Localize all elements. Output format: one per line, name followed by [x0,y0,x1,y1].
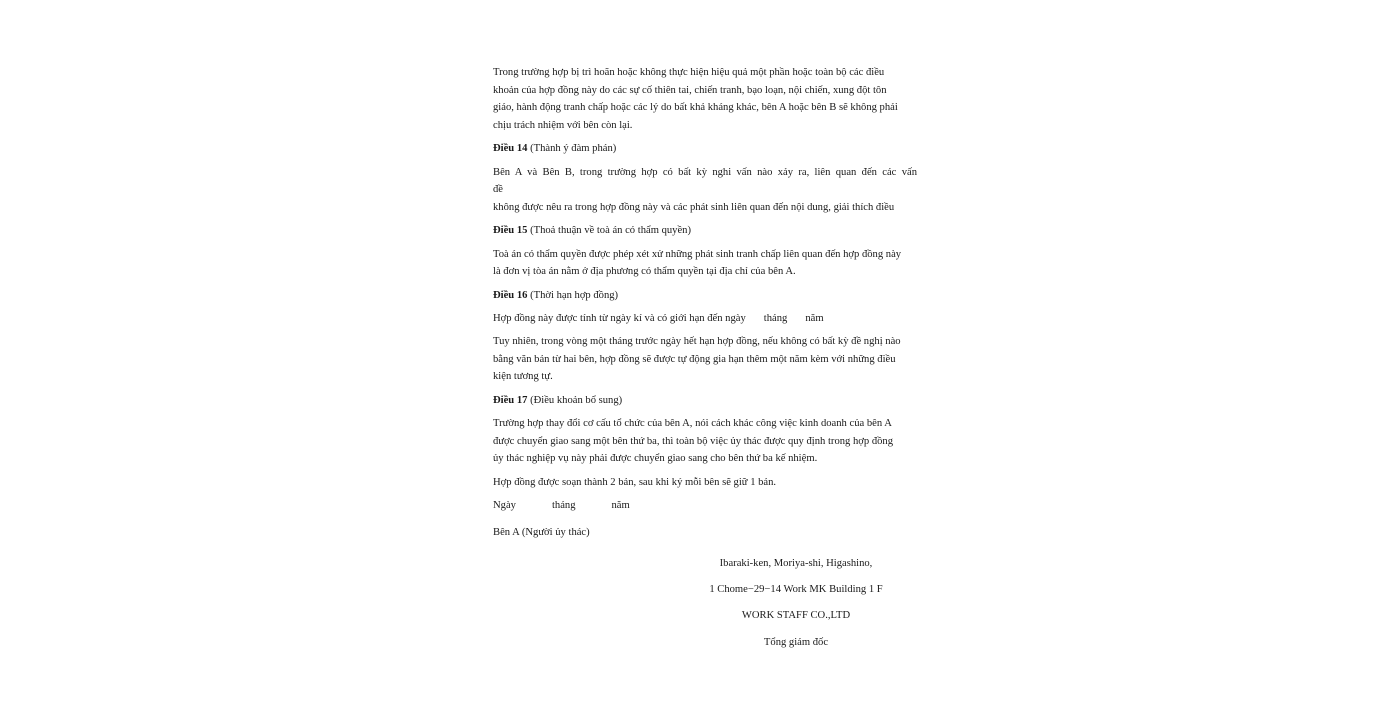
article-17-heading [493,392,917,410]
signature-address-line-1: Ibaraki-ken, Moriya-shi, Higashino, [719,558,873,569]
paragraph-line: kiện tương tự. [493,371,553,383]
article-14-heading [493,140,917,158]
article-number: Điều 17 [493,394,528,406]
article-subtitle: (Điều khoản bổ sung) [530,394,623,406]
date-year-label: năm [611,500,630,512]
paragraph-line: giáo, hành động tranh chấp hoặc các lý do bất khả kháng khác, bên A hoặc bên B sẽ không phải [493,102,898,114]
article-16-term [493,310,917,328]
paragraph-line: chịu trách nhiệm với bên còn lại. [493,119,633,131]
party-a-label: Bên A (Người ủy thác) [493,526,590,538]
article-number: Điều 14 [493,143,528,155]
article-17-body [493,415,917,468]
signing-date-line [493,497,917,515]
article-14-body [493,164,917,217]
date-month-label: tháng [551,500,576,512]
paragraph-line: Toà án có thẩm quyền được phép xét xử những phát sinh tranh chấp liên quan đến hợp đồng này [493,248,902,260]
paragraph-line: Trường hợp thay đổi cơ cấu tổ chức của bên A, nói cách khác công việc kinh doanh của bên A [493,418,892,430]
article-number: Điều 16 [493,289,528,301]
paragraph-line: Bên A và Bên B, trong trường hợp có bất kỳ nghi vấn nào xảy ra, liên quan đến các vấn [493,166,917,178]
paragraph-line: Tuy nhiên, trong vòng một tháng trước ngày hết hạn hợp đồng, nếu không có bất kỳ đề nghị nào [493,336,901,348]
paragraph-line: khoản của hợp đồng này do các sự cố thiên tai, chiến tranh, bạo loạn, nội chiến, xung đột tôn [493,84,887,96]
signature-company-name: WORK STAFF CO.,LTD [741,610,851,621]
paragraph-line: không được nêu ra trong hợp đồng này và các phát sinh liên quan đến nội dung, giải thích điều [493,201,895,213]
article-number: Điều 15 [493,225,528,237]
copies-text: Hợp đồng được soạn thành 2 bản, sau khi ký mỗi bên sẽ giữ 1 bản. [493,476,777,488]
signature-address-line-2: 1 Chome−29−14 Work MK Building 1 F [709,584,883,595]
article-subtitle: (Thời hạn hợp đồng) [530,289,619,301]
signature-title: Tổng giám đốc [763,637,829,648]
paragraph-line: là đơn vị tòa án nằm ở địa phương có thẩm quyền tại địa chỉ của bên A. [493,266,796,278]
article-subtitle: (Thành ý đàm phán) [530,143,617,155]
force-majeure-paragraph [493,64,917,134]
copies-paragraph [493,474,917,492]
paragraph-line: được chuyển giao sang một bên thứ ba, thì toàn bộ việc ủy thác được quy định trong hợp đồng [493,435,894,447]
article-15-body [493,246,917,281]
paragraph-line: bằng văn bản từ hai bên, hợp đồng sẽ được tự động gia hạn thêm một năm kèm với những điều [493,353,896,365]
paragraph-line: Trong trường hợp bị trì hoãn hoặc không thực hiện hiệu quả một phần hoặc toàn bộ các điều [493,67,885,78]
term-year: năm [805,312,824,324]
paragraph-line: đề [493,184,503,196]
article-16-heading [493,287,917,305]
contract-page [493,64,917,547]
term-line [493,310,917,328]
article-15-heading [493,222,917,240]
date-day-label: Ngày [493,500,516,512]
article-16-body [493,333,917,386]
term-month: tháng [763,312,788,324]
article-subtitle: (Thoả thuận về toà án có thẩm quyền) [530,225,692,237]
term-prefix: Hợp đồng này được tính từ ngày kí và có giới hạn đến ngày [493,312,746,324]
paragraph-line: ủy thác nghiệp vụ này phải được chuyển giao sang cho bên thứ ba kế nhiệm. [493,453,818,465]
